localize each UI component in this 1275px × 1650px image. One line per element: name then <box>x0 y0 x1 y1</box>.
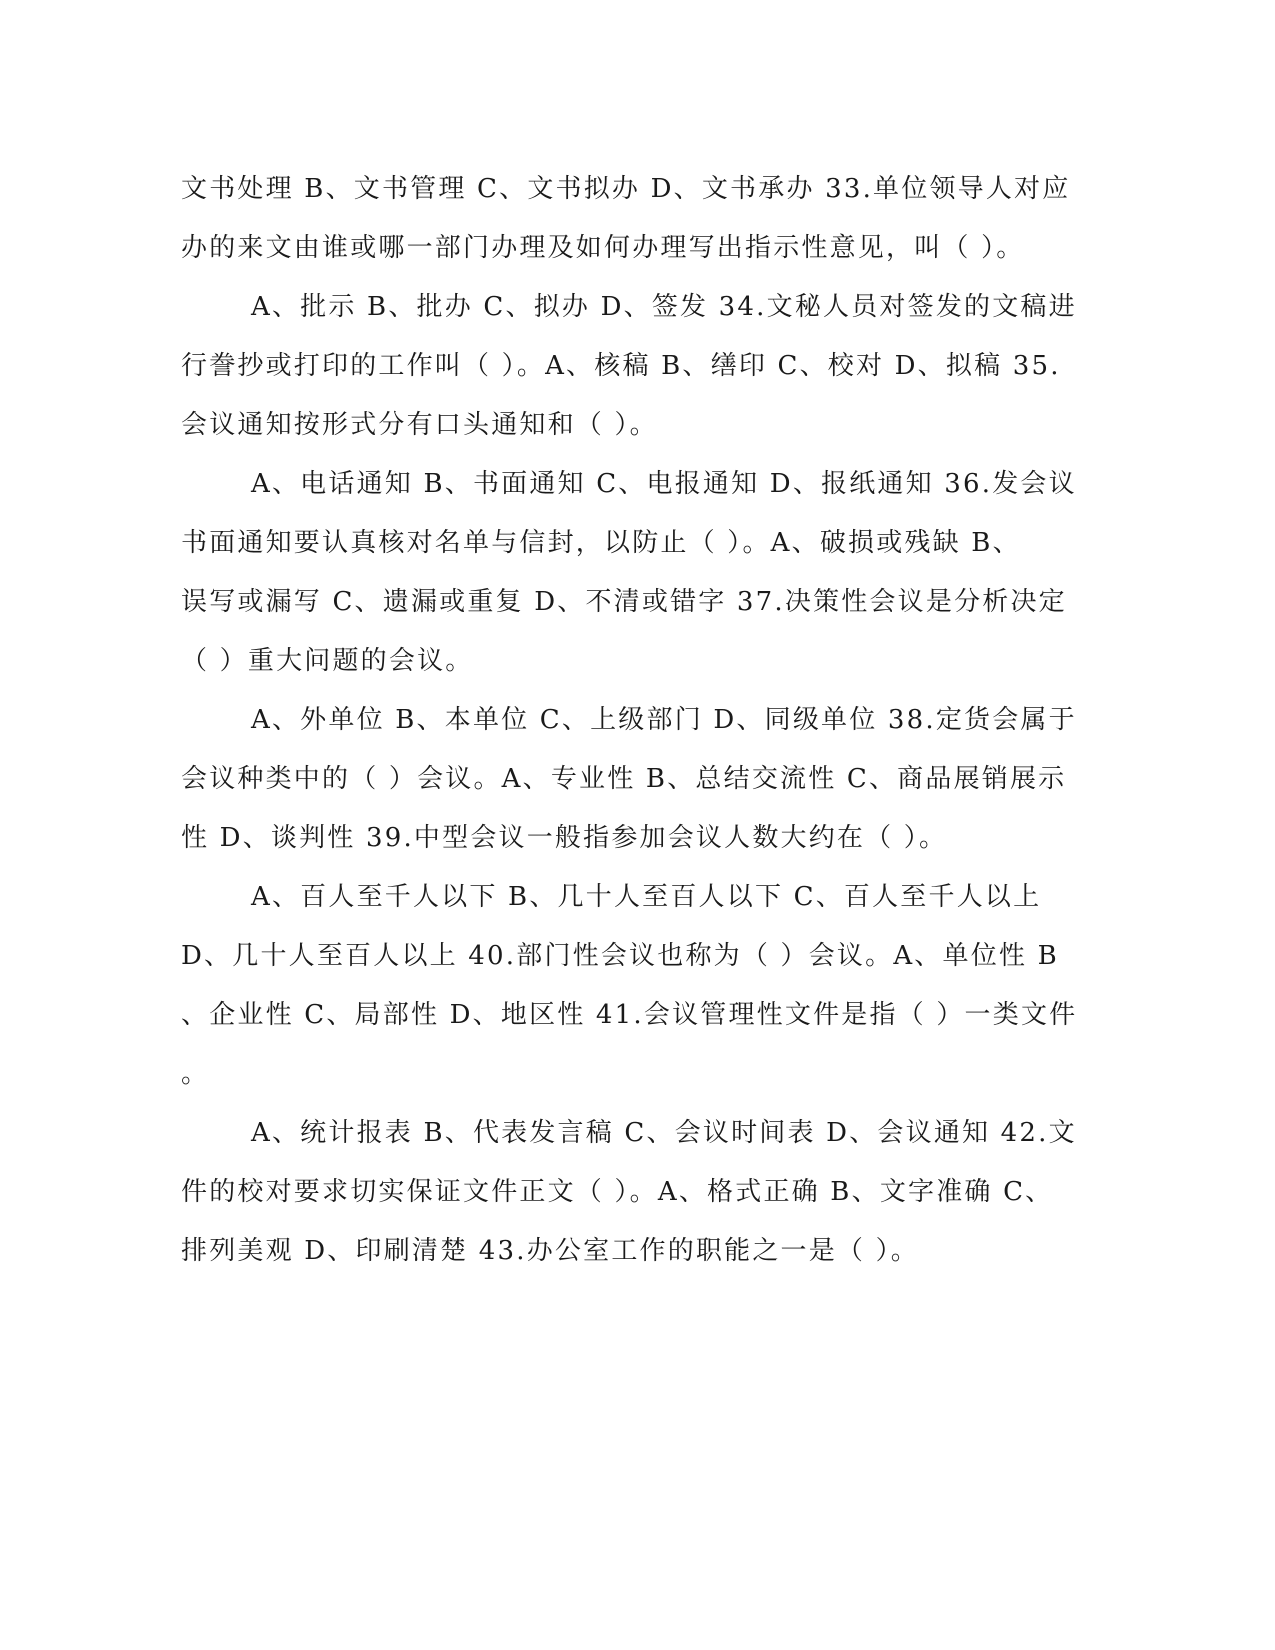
text-line: 排列美观 D、印刷清楚 43.办公室工作的职能之一是（ ）。 <box>181 1236 919 1266</box>
text-line: A、外单位 B、本单位 C、上级部门 D、同级单位 38.定货会属于 <box>251 705 1077 735</box>
text-line: 会议通知按形式分有口头通知和（ ）。 <box>181 410 658 440</box>
text-line: A、电话通知 B、书面通知 C、电报通知 D、报纸通知 36.发会议 <box>251 469 1077 499</box>
text-line: 误写或漏写 C、遗漏或重复 D、不清或错字 37.决策性会议是分析决定 <box>181 587 1067 617</box>
text-line: A、百人至千人以下 B、几十人至百人以下 C、百人至千人以上 <box>251 882 1042 912</box>
text-line: 性 D、谈判性 39.中型会议一般指参加会议人数大约在（ ）。 <box>181 823 948 853</box>
text-line: 会议种类中的（ ）会议。A、专业性 B、总结交流性 C、商品展销展示 <box>181 764 1067 794</box>
text-line: 行誊抄或打印的工作叫（ ）。A、核稿 B、缮印 C、校对 D、拟稿 35. <box>181 351 1061 381</box>
text-line: 书面通知要认真核对名单与信封，以防止（ ）。A、破损或残缺 B、 <box>181 528 1021 558</box>
text-line: 、企业性 C、局部性 D、地区性 41.会议管理性文件是指（ ）一类文件 <box>181 1000 1078 1030</box>
text-line: 办的来文由谁或哪一部门办理及如何办理写出指示性意见，叫（ ）。 <box>181 233 1025 263</box>
text-line: A、统计报表 B、代表发言稿 C、会议时间表 D、会议通知 42.文 <box>251 1118 1077 1148</box>
text-line: 。 <box>181 1059 210 1089</box>
text-line: 件的校对要求切实保证文件正文（ ）。A、格式正确 B、文字准确 C、 <box>181 1177 1054 1207</box>
text-line: A、批示 B、批办 C、拟办 D、签发 34.文秘人员对签发的文稿进 <box>251 292 1077 322</box>
text-line: （ ）重大问题的会议。 <box>181 646 474 676</box>
document-body <box>181 160 1078 1281</box>
text-line: 文书处理 B、文书管理 C、文书拟办 D、文书承办 33.单位领导人对应 <box>181 174 1071 204</box>
text-line: D、几十人至百人以上 40.部门性会议也称为（ ）会议。A、单位性 B <box>181 941 1059 971</box>
